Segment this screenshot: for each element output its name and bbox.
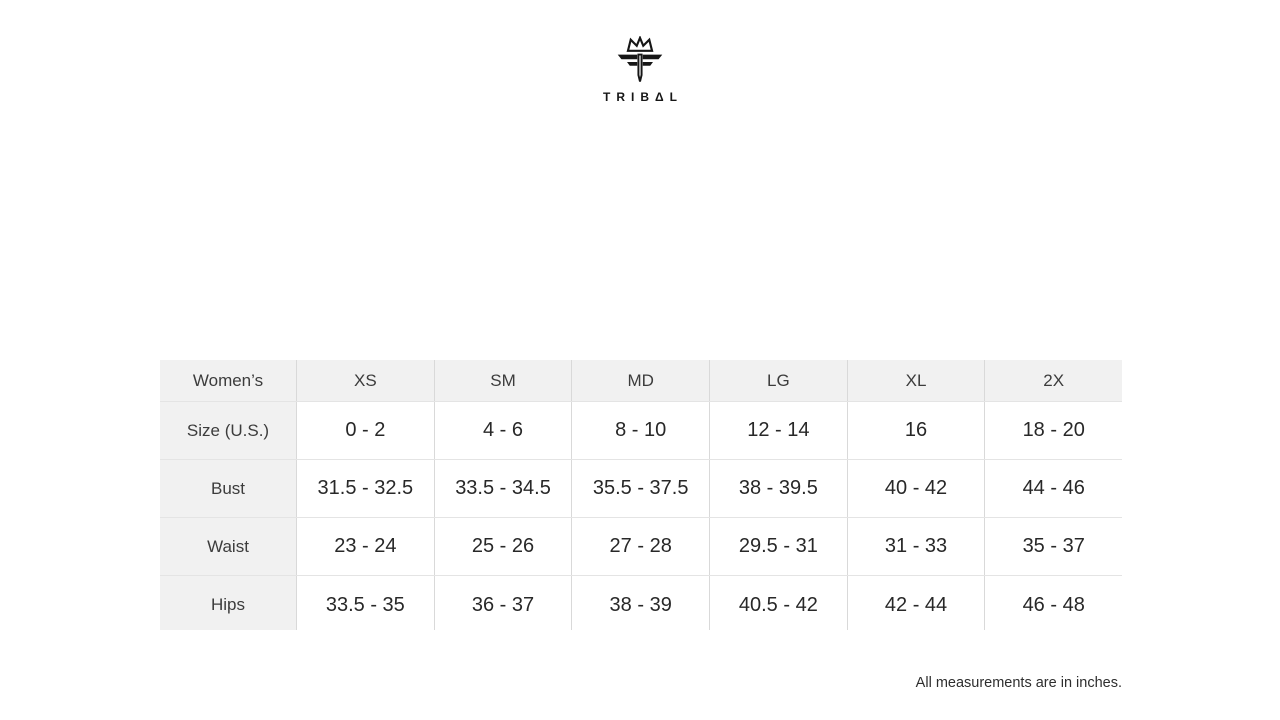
table-cell: 16 [848, 402, 986, 459]
table-cell: 25 - 26 [435, 518, 573, 575]
table-cell: 38 - 39.5 [710, 460, 848, 517]
table-header-cell-lg: LG [710, 360, 848, 401]
table-cell: 18 - 20 [1022, 419, 1085, 441]
row-label-cell: Bust [160, 460, 297, 517]
table-cell: 33.5 - 35 [297, 576, 435, 630]
table-header-cell-md: MD [572, 360, 710, 401]
measurements-note: All measurements are in inches. [915, 675, 1122, 691]
table-cell: 42 - 44 [848, 576, 986, 630]
table-header-cell-2x: 2X [1043, 370, 1065, 390]
table-header-cell-womens: Women’s [160, 360, 297, 401]
table-cell: 23 - 24 [297, 518, 435, 575]
table-header-cell-xl: XL [848, 360, 986, 401]
size-chart-table [160, 360, 1122, 630]
table-header-cell-xs: XS [297, 360, 435, 401]
table-cell: 35.5 - 37.5 [572, 460, 710, 517]
table-cell: 29.5 - 31 [710, 518, 848, 575]
table-row-bust [160, 460, 1122, 518]
table-cell: 12 - 14 [710, 402, 848, 459]
table-header-cell-sm: SM [435, 360, 573, 401]
crown-t-emblem-icon [612, 36, 668, 88]
table-row-waist [160, 518, 1122, 576]
table-cell: 4 - 6 [435, 402, 573, 459]
row-label-cell: Size (U.S.) [160, 402, 297, 459]
table-cell: 36 - 37 [435, 576, 573, 630]
table-cell: 44 - 46 [1022, 477, 1085, 499]
row-label-cell: Hips [160, 576, 297, 630]
table-header-row [160, 360, 1122, 402]
table-cell: 31 - 33 [848, 518, 986, 575]
table-cell: 40 - 42 [848, 460, 986, 517]
table-cell: 27 - 28 [572, 518, 710, 575]
table-cell: 33.5 - 34.5 [435, 460, 573, 517]
table-cell: 35 - 37 [1022, 535, 1085, 557]
table-cell: 46 - 48 [1022, 593, 1085, 616]
row-label-cell: Waist [160, 518, 297, 575]
table-cell: 38 - 39 [572, 576, 710, 630]
table-cell: 40.5 - 42 [710, 576, 848, 630]
table-row-size-us [160, 402, 1122, 460]
table-row-hips [160, 576, 1122, 630]
brand-wordmark: TRIBΔL [603, 90, 683, 104]
table-cell: 31.5 - 32.5 [297, 460, 435, 517]
table-cell: 0 - 2 [297, 402, 435, 459]
brand-logo [0, 36, 1280, 104]
table-cell: 8 - 10 [572, 402, 710, 459]
